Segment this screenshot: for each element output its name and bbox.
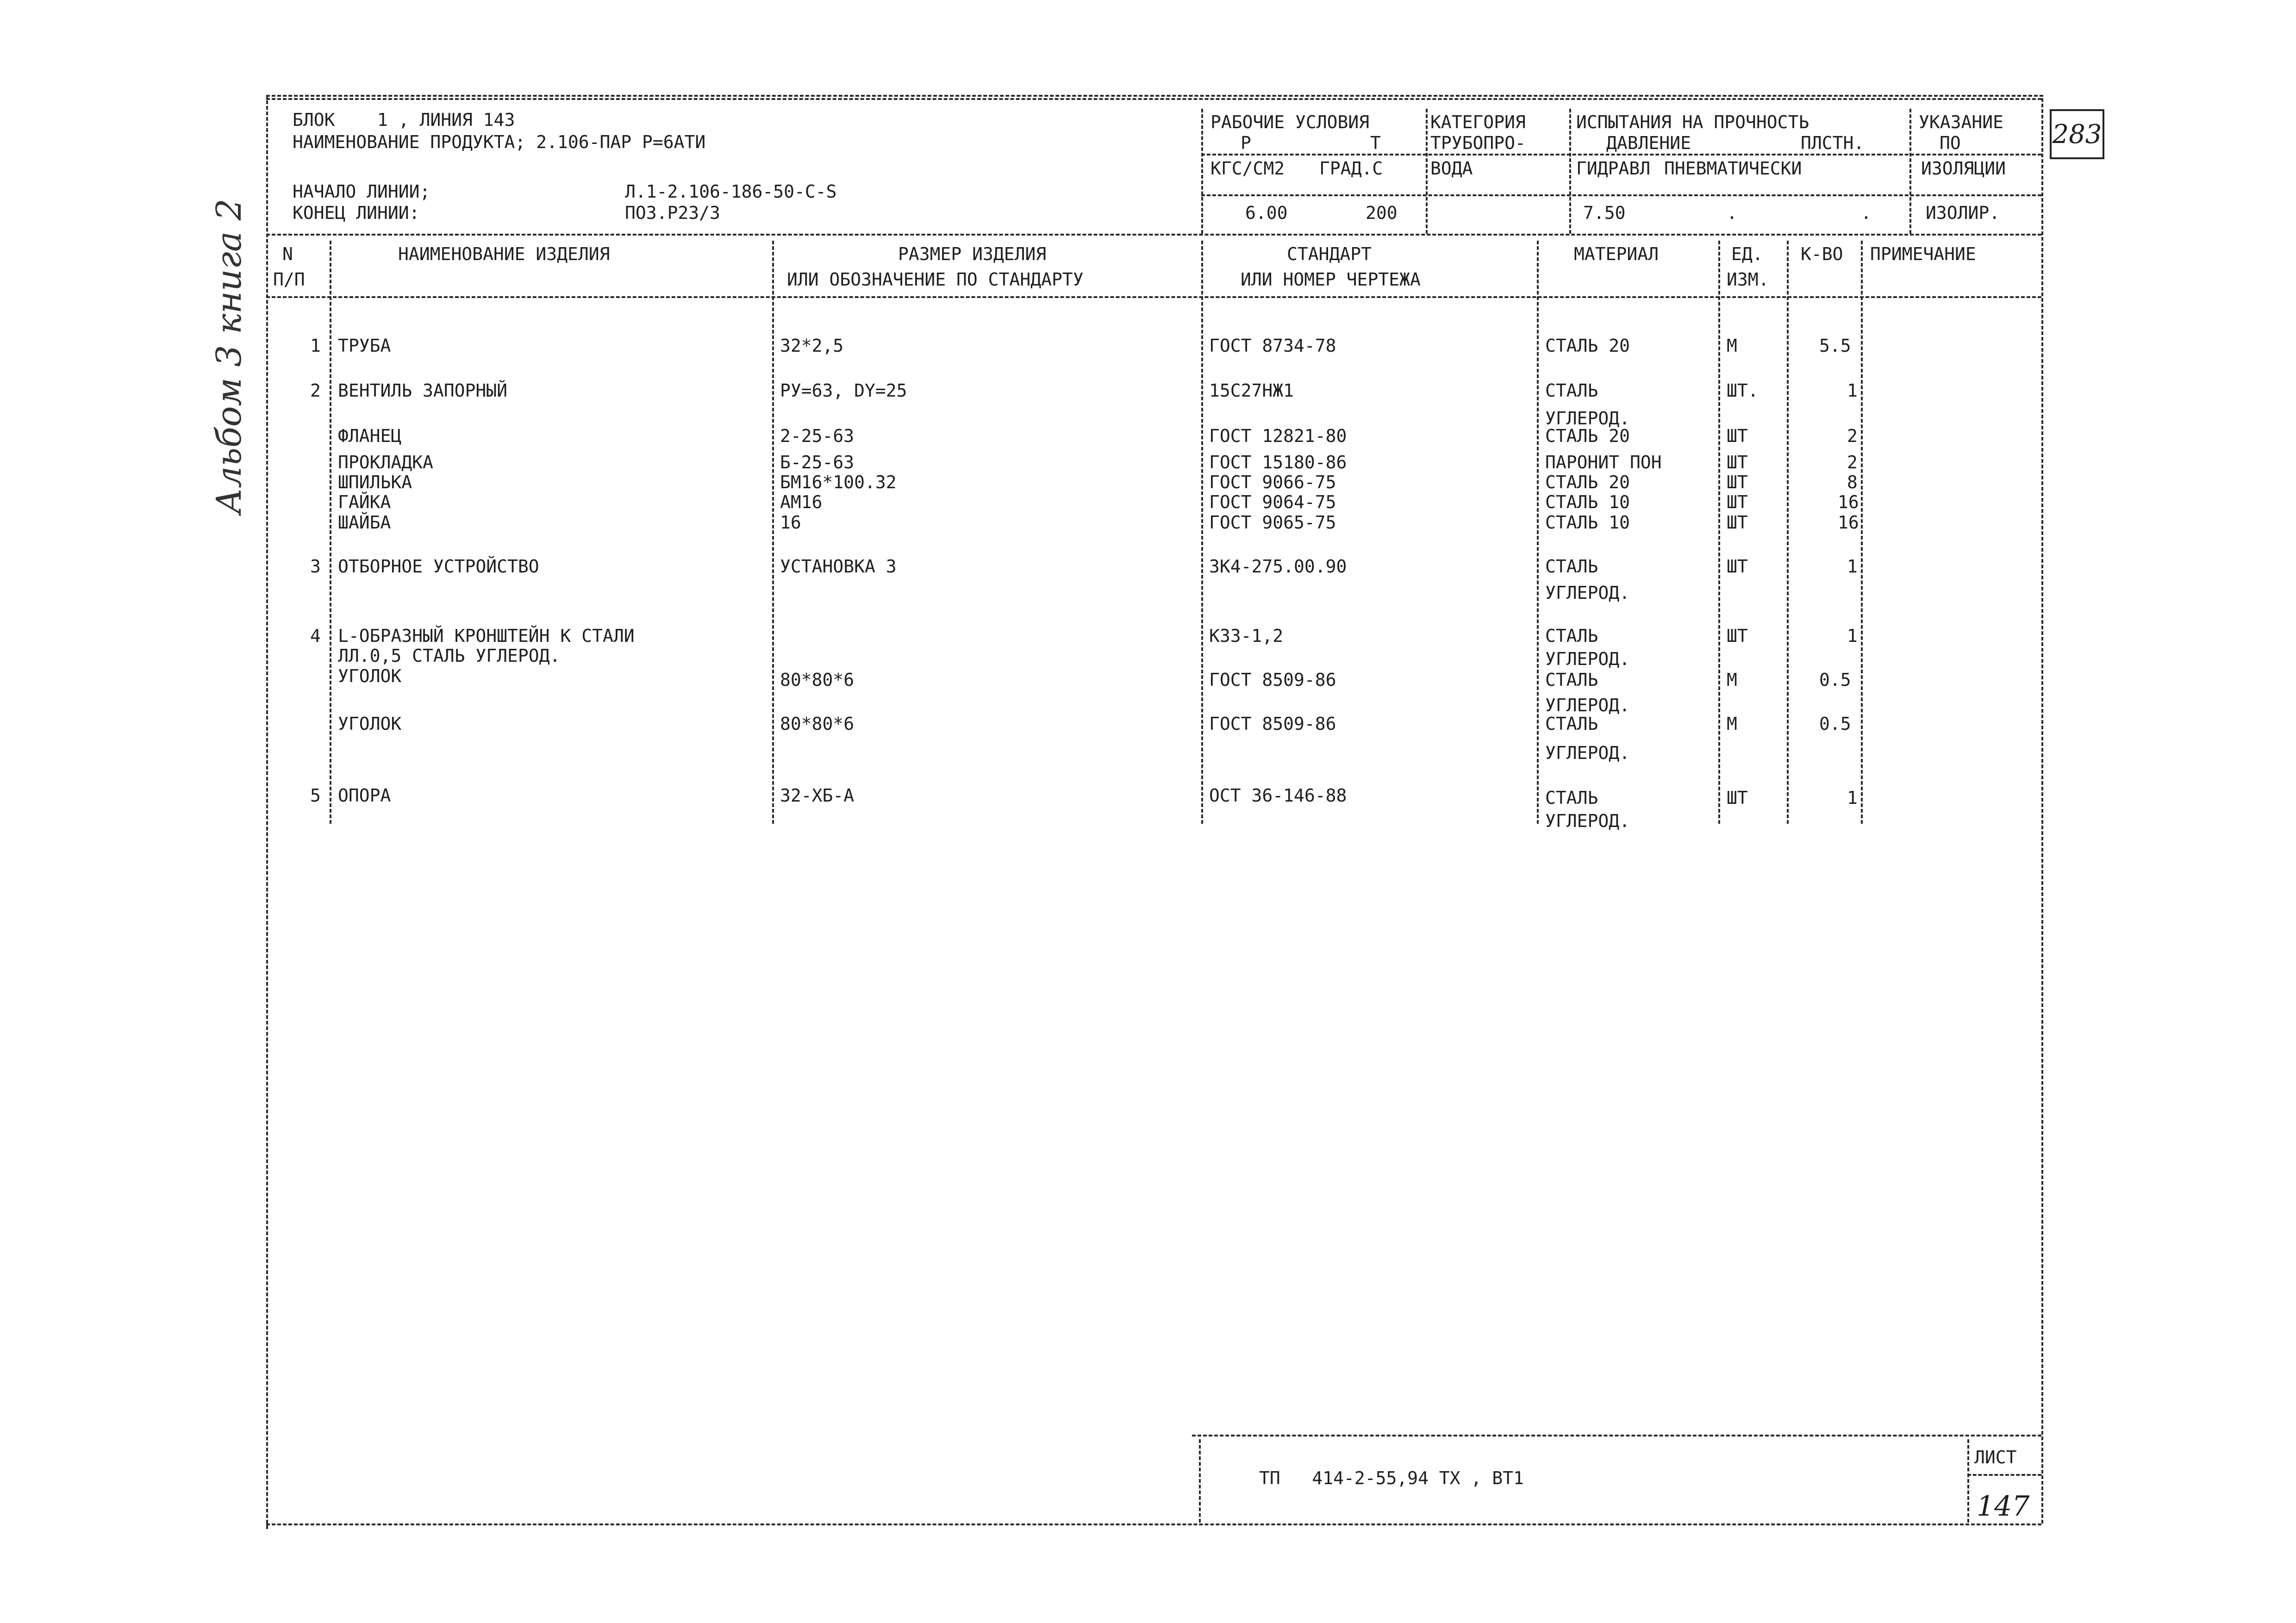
product-name: НАИМЕНОВАНИЕ ПРОДУКТА; 2.106-ПАР Р=6АТИ [293,132,706,152]
row-name: УГОЛОК [338,714,402,734]
row-qty: 2 [1847,452,1858,473]
title-block-sheet-rule [1967,1474,2041,1476]
rule [1201,194,2041,196]
rule [266,296,2041,298]
row-material: СТАЛЬ 20 [1545,426,1630,446]
row-standard: ГОСТ 8734-78 [1209,336,1336,356]
p-label: Р [1241,133,1251,153]
row-standard: ГОСТ 9064-75 [1209,492,1336,512]
category-3: ВОДА [1430,158,1473,179]
hydraulic-value: 7.50 [1583,203,1626,223]
rule [266,234,2041,236]
pressure-label: ДАВЛЕНИЕ [1606,133,1691,153]
row-material: УГЛЕРОД. [1545,811,1630,831]
row-name: ШПИЛЬКА [338,472,412,492]
row-unit: ШТ. [1727,380,1759,401]
column-divider [1718,241,1720,824]
album-side-label: Альбом 3 книга 2 [209,199,249,514]
rule [1426,109,1428,234]
row-unit: М [1727,670,1737,690]
t-label: Т [1370,133,1381,153]
row-standard: 3К4-275.00.90 [1209,556,1347,577]
row-qty: 2 [1847,426,1858,446]
title-block-divider [1967,1439,1969,1523]
col-name: НАИМЕНОВАНИЕ ИЗДЕЛИЯ [398,244,610,264]
col-np: П/П [273,269,305,290]
row-qty: 8 [1847,472,1858,492]
row-standard: ГОСТ 12821-80 [1209,426,1347,446]
row-unit: ШТ [1727,426,1748,446]
row-material: СТАЛЬ [1545,788,1598,808]
work-conditions: РАБОЧИЕ УСЛОВИЯ [1210,112,1370,132]
row-material: СТАЛЬ 10 [1545,492,1630,512]
column-divider [1787,241,1789,824]
row-size: УСТАНОВКА 3 [780,556,897,577]
row-material: УГЛЕРОД. [1545,695,1630,715]
row-material: СТАЛЬ [1545,380,1598,401]
row-material: УГЛЕРОД. [1545,743,1630,763]
row-material: УГЛЕРОД. [1545,408,1630,429]
row-size: РУ=63, DY=25 [780,380,907,401]
row-material: СТАЛЬ [1545,670,1598,690]
row-name: УГОЛОК [338,666,402,686]
category-2: ТРУБОПРО- [1430,133,1526,153]
row-name: ТРУБА [338,336,391,356]
col-std-2: ИЛИ НОМЕР ЧЕРТЕЖА [1241,269,1421,290]
rule [1569,109,1571,234]
row-number: 5 [310,785,321,806]
row-qty: 16 [1838,512,1859,533]
row-size: 32*2,5 [780,336,844,356]
col-std-1: СТАНДАРТ [1287,244,1372,264]
document-code: ТП 414-2-55,94 ТХ , ВТ1 [1259,1468,1524,1488]
category-1: КАТЕГОРИЯ [1430,112,1526,132]
row-qty: 5.5 [1819,336,1851,356]
row-unit: М [1727,336,1737,356]
row-name: ГАЙКА [338,492,391,512]
row-qty: 0.5 [1819,714,1851,734]
row-name: ЛЛ.0,5 СТАЛЬ УГЛЕРОД. [338,646,561,666]
row-material: СТАЛЬ [1545,556,1598,577]
corner-page-number: 283 [2050,109,2104,159]
row-unit: ШТ [1727,452,1748,473]
row-unit: ШТ [1727,472,1748,492]
p-value: 6.00 [1245,203,1288,223]
row-name: ВЕНТИЛЬ ЗАПОРНЫЙ [338,380,508,401]
row-size: БМ16*100.32 [780,472,897,492]
rule [266,98,2041,100]
row-qty: 1 [1847,626,1858,646]
row-standard: ГОСТ 15180-86 [1209,452,1347,473]
row-unit: М [1727,714,1737,734]
note-2: ПО [1940,133,1961,153]
row-standard: К33-1,2 [1209,626,1284,646]
rule [1909,109,1911,234]
t-unit: ГРАД.С [1319,158,1383,179]
row-size: 2-25-63 [780,426,855,446]
row-unit: ШТ [1727,492,1748,512]
row-qty: 16 [1838,492,1859,512]
rule [2041,98,2043,1524]
row-qty: 0.5 [1819,670,1851,690]
column-divider [772,241,774,824]
test-title: ИСПЫТАНИЯ НА ПРОЧНОСТЬ [1576,112,1809,132]
col-qty: К-ВО [1801,244,1843,264]
row-number: 1 [310,336,321,356]
column-divider [1537,241,1539,824]
row-qty: 1 [1847,788,1858,808]
row-number: 2 [310,380,321,401]
row-name: ШАЙБА [338,512,391,533]
row-number: 3 [310,556,321,577]
col-unit-1: ЕД. [1731,244,1763,264]
density-label: ПЛСТН. [1801,133,1865,153]
row-material: СТАЛЬ 20 [1545,472,1630,492]
row-size: 32-ХБ-А [780,785,855,806]
row-name: ОТБОРНОЕ УСТРОЙСТВО [338,556,539,577]
t-value: 200 [1366,203,1398,223]
row-unit: ШТ [1727,788,1748,808]
end-value: ПОЗ.Р23/3 [625,203,720,223]
row-name: ФЛАНЕЦ [338,426,402,446]
row-size: АМ16 [780,492,823,512]
row-standard: ГОСТ 9065-75 [1209,512,1336,533]
row-material: СТАЛЬ 20 [1545,336,1630,356]
row-qty: 1 [1847,380,1858,401]
col-size-2: ИЛИ ОБОЗНАЧЕНИЕ ПО СТАНДАРТУ [787,269,1084,290]
row-standard: ГОСТ 9066-75 [1209,472,1336,492]
column-divider [1861,241,1863,824]
end-label: КОНЕЦ ЛИНИИ: [293,203,420,223]
row-size: 80*80*6 [780,714,855,734]
col-unit-2: ИЗМ. [1727,269,1769,290]
row-unit: ШТ [1727,556,1748,577]
col-material: МАТЕРИАЛ [1574,244,1659,264]
hydraulic-label: ГИДРАВЛ [1576,158,1651,179]
col-size-1: РАЗМЕР ИЗДЕЛИЯ [898,244,1047,264]
rule [1201,109,1203,234]
row-number: 4 [310,626,321,646]
row-unit: ШТ [1727,626,1748,646]
row-material: УГЛЕРОД. [1545,583,1630,603]
row-material: УГЛЕРОД. [1545,649,1630,669]
row-name: ПРОКЛАДКА [338,452,433,473]
sheet-number: 147 [1977,1490,2030,1523]
start-label: НАЧАЛО ЛИНИИ; [293,181,430,202]
row-material: ПАРОНИТ ПОН [1545,452,1662,473]
title-block-top [1192,1435,2041,1436]
table-frame [266,95,2043,1529]
col-n: N [282,244,293,264]
row-standard: ГОСТ 8509-86 [1209,670,1336,690]
rule [266,1524,2041,1525]
density-value: . [1861,203,1872,223]
row-standard: 15С27НЖ1 [1209,380,1294,401]
row-size: Б-25-63 [780,452,855,473]
pneumatic-value: . [1727,203,1737,223]
row-name: L-ОБРАЗНЫЙ КРОНШТЕЙН К СТАЛИ [338,626,635,646]
row-standard: ГОСТ 8509-86 [1209,714,1336,734]
note-3: ИЗОЛЯЦИИ [1921,158,2006,179]
start-value: Л.1-2.106-186-50-С-S [625,181,837,202]
row-unit: ШТ [1727,512,1748,533]
pneumatic-label: ПНЕВМАТИЧЕСКИ [1664,158,1802,179]
sheet-label: ЛИСТ [1974,1447,2017,1468]
column-divider [330,241,331,824]
row-size: 80*80*6 [780,670,855,690]
row-standard: ОСТ 36-146-88 [1209,785,1347,806]
column-divider [1201,241,1203,824]
row-name: ОПОРА [338,785,391,806]
row-qty: 1 [1847,556,1858,577]
row-material: СТАЛЬ [1545,626,1598,646]
title-block-left [1199,1439,1201,1523]
row-size: 16 [780,512,801,533]
row-material: СТАЛЬ [1545,714,1598,734]
note-1: УКАЗАНИЕ [1919,112,2004,132]
col-remark: ПРИМЕЧАНИЕ [1870,244,1976,264]
block-line: БЛОК 1 , ЛИНИЯ 143 [293,110,515,130]
insulation-value: ИЗОЛИР. [1926,203,2000,223]
p-unit: КГС/СМ2 [1210,158,1285,179]
row-material: СТАЛЬ 10 [1545,512,1630,533]
rule [1201,154,2041,155]
